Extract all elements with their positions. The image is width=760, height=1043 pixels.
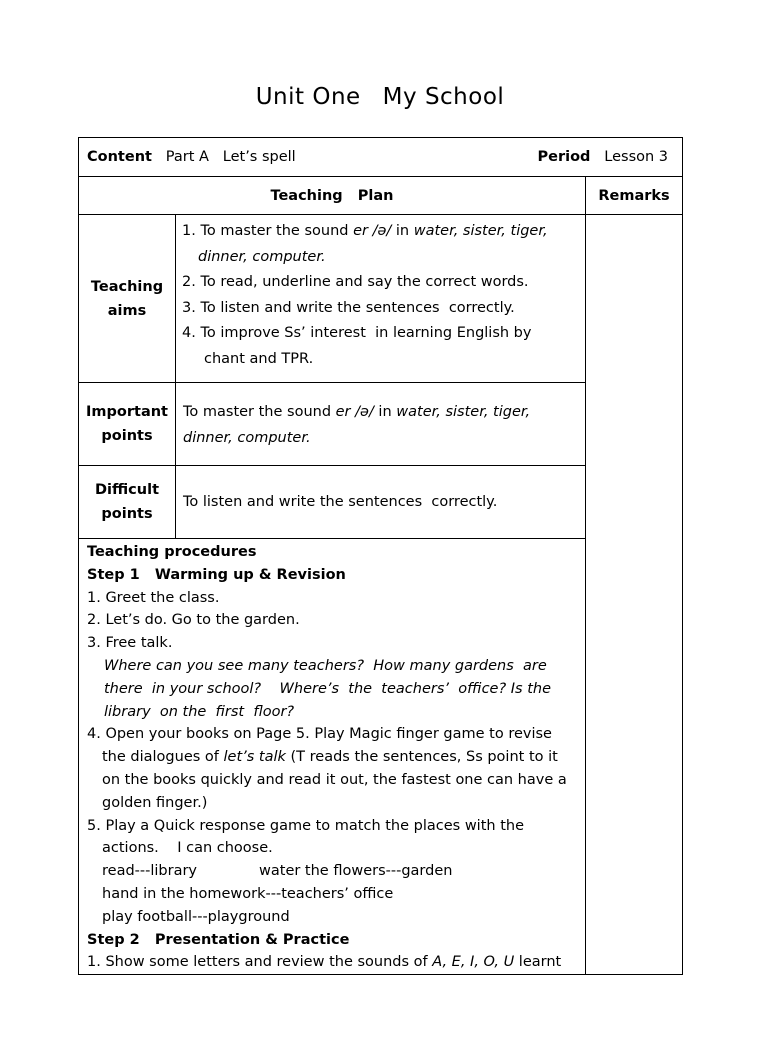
procedure-item: 3. Free talk. [87, 635, 173, 652]
content-value: Part A Let’s spell [165, 149, 296, 165]
aim-item-1: 1. To master the sound er /ə/ in water, sister, tiger, [182, 223, 548, 239]
remarks-header: Remarks [586, 177, 683, 215]
important-content: To master the sound er /ə/ in water, sister, tiger, dinner, computer. [176, 383, 586, 466]
remarks-cell [586, 215, 683, 975]
free-talk-line: Where can you see many teachers? How many gardens are [104, 657, 547, 674]
content-label: Content [87, 149, 152, 165]
match-pair: play football---playground [102, 908, 290, 925]
important-label: Important points [79, 383, 176, 466]
content-cell [79, 138, 683, 177]
match-pair: hand in the homework---teachers’ office [102, 885, 394, 902]
aim-item-4-cont: chant and TPR. [204, 350, 314, 367]
procedure-item-cont: the dialogues of let’s talk (T reads the sentences, Ss point to it [102, 749, 558, 766]
procedure-item: 2. Let’s do. Go to the garden. [87, 612, 300, 629]
period-label: Period [537, 149, 591, 165]
procedure-item: 1. Show some letters and review the sounds of A, E, I, O, U learnt [87, 954, 562, 971]
procedure-item: 5. Play a Quick response game to match the places with the [87, 817, 524, 834]
period-info [538, 149, 669, 165]
aims-content [176, 215, 586, 383]
content-row [79, 138, 683, 177]
header-row [79, 177, 683, 215]
step-1-heading: Step 1 Warming up & Revision [87, 566, 346, 583]
difficult-content: To listen and write the sentences correctly. [176, 466, 586, 539]
procedure-item-cont: actions. I can choose. [102, 840, 273, 857]
match-pair: read---library water the flowers---garden [102, 863, 453, 880]
procedure-item: 1. Greet the class. [87, 589, 220, 606]
aim-item-2: 2. To read, underline and say the correct words. [182, 274, 529, 290]
step-2-heading: Step 2 Presentation & Practice [87, 931, 350, 948]
teaching-plan-header: Teaching Plan [79, 177, 586, 215]
page-title: Unit One My School [255, 84, 505, 110]
procedures-content [79, 539, 586, 975]
aim-item-4: 4. To improve Ss’ interest in learning English by [182, 325, 532, 341]
procedures-heading: Teaching procedures [87, 544, 257, 560]
aim-item-3: 3. To listen and write the sentences correctly. [182, 299, 515, 316]
teaching-plan-table [78, 137, 683, 975]
procedure-item: 4. Open your books on Page 5. Play Magic finger game to revise [87, 726, 552, 743]
procedure-item-cont: on the books quickly and read it out, the fastest one can have a [102, 771, 567, 788]
period-value: Lesson 3 [604, 149, 669, 165]
aims-label: Teaching aims [79, 215, 176, 383]
procedure-item-cont: golden finger.) [102, 794, 208, 811]
free-talk-line: library on the first floor? [104, 703, 295, 720]
aims-row [79, 215, 683, 383]
free-talk-line: there in your school? Where’s the teachers’ office? Is the [104, 680, 552, 697]
aim-item-1-cont: dinner, computer. [198, 248, 326, 265]
difficult-label: Difficult points [79, 466, 176, 539]
